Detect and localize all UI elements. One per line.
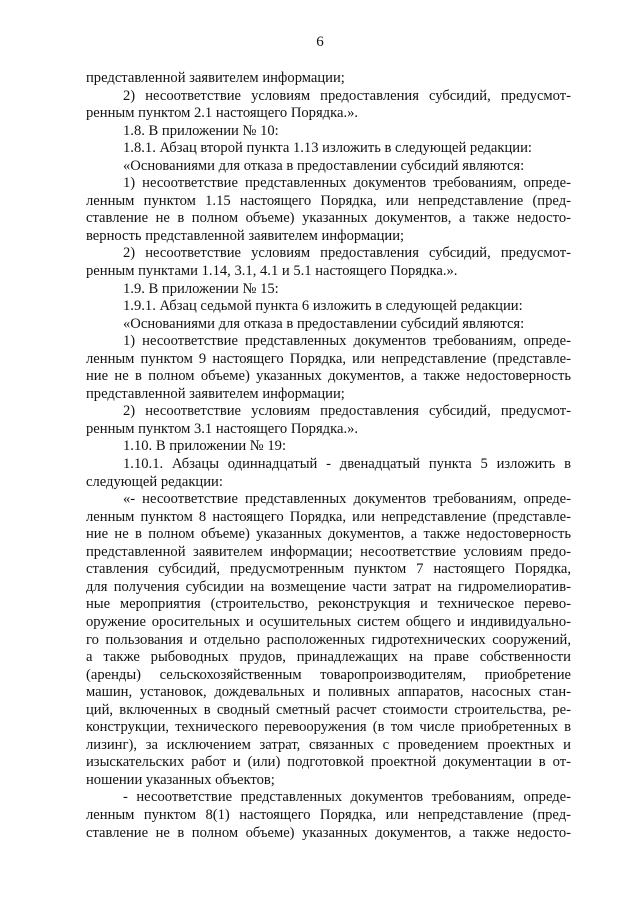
text-line: оружение оросительных и осушительных систем общего и индивидуально- xyxy=(86,613,571,630)
text-line: ношении указанных объектов; xyxy=(86,771,275,788)
text-line: 2) несоответствие условиям предоставления субсидий, предусмот- xyxy=(123,87,571,104)
text-line: 1) несоответствие представленных документов требованиям, опреде- xyxy=(123,333,571,350)
text-line: а также рыбоводных прудов, принадлежащих на праве собственности xyxy=(86,649,571,666)
text-line: верность представленной заявителем информации; xyxy=(86,227,405,244)
text-line: ренным пунктом 3.1 настоящего Порядка.». xyxy=(86,420,359,437)
text-line: - несоответствие представленных документов требованиям, опреде- xyxy=(123,789,571,806)
document-body xyxy=(86,70,571,842)
text-line: 2) несоответствие условиям предоставления субсидий, предусмот- xyxy=(123,403,571,420)
text-line: ные мероприятия (строительство, реконструкция и техническое перево- xyxy=(86,596,571,613)
text-line: ренным пунктами 1.14, 3.1, 4.1 и 5.1 настоящего Порядка.». xyxy=(86,263,458,280)
text-line: «Основаниями для отказа в предоставлении субсидий являются: xyxy=(123,157,525,174)
text-line: 1.10. В приложении № 19: xyxy=(123,438,287,455)
text-line: изыскательских работ и (или) подготовкой проектной документации в от- xyxy=(86,754,571,771)
text-line: ние не в полном объеме) указанных документов, а также недостоверность xyxy=(86,526,571,543)
text-line: го пользования и отдельно расположенных гидротехнических сооружений, xyxy=(86,631,571,648)
text-line: ленным пунктом 1.15 настоящего Порядка, или непредставление (пред- xyxy=(86,192,571,209)
text-line: «- несоответствие представленных документов требованиям, опреде- xyxy=(123,491,571,508)
text-line: 1.10.1. Абзацы одиннадцатый - двенадцатый пункта 5 изложить в xyxy=(123,456,571,473)
text-line: ставление не в полном объеме) указанных документов, а также недосто- xyxy=(86,824,571,841)
text-line: ставления субсидий, предусмотренным пунктом 7 настоящего Порядка, xyxy=(86,561,571,578)
text-line: «Основаниями для отказа в предоставлении субсидий являются: xyxy=(123,315,525,332)
text-line: (аренды) сельскохозяйственным товаропроизводителям, приобретение xyxy=(86,666,571,683)
text-line: 1) несоответствие представленных документов требованиям, опреде- xyxy=(123,175,571,192)
text-line: 1.8.1. Абзац второй пункта 1.13 изложить в следующей редакции: xyxy=(123,140,532,157)
text-line: ленным пунктом 8 настоящего Порядка, или непредставление (представле- xyxy=(86,508,571,525)
text-line: представленной заявителем информации; xyxy=(86,385,345,402)
text-line: ние не в полном объеме) указанных документов, а также недостоверность xyxy=(86,368,571,385)
text-line: ренным пунктом 2.1 настоящего Порядка.». xyxy=(86,105,359,122)
text-line: представленной заявителем информации; xyxy=(86,70,345,86)
text-line: ций, включенных в сводный сметный расчет стоимости строительства, ре- xyxy=(86,701,571,718)
text-line: ленным пунктом 9 настоящего Порядка, или непредставление (представле- xyxy=(86,350,571,367)
text-line: представленной заявителем информации; несоответствие условиям предо- xyxy=(86,543,571,560)
text-line: лизинг), за исключением затрат, связанных с проведением проектных и xyxy=(86,736,571,753)
text-line: 1.9.1. Абзац седьмой пункта 6 изложить в следующей редакции: xyxy=(123,298,523,315)
text-line: машин, установок, дождевальных и поливных аппаратов, насосных стан- xyxy=(86,684,571,701)
page-number: 6 xyxy=(316,34,324,50)
text-line: 1.8. В приложении № 10: xyxy=(123,122,279,139)
text-line: ленным пунктом 8(1) настоящего Порядка, или непредставление (пред- xyxy=(86,806,571,823)
text-line: 2) несоответствие условиям предоставления субсидий, предусмот- xyxy=(123,245,571,262)
text-line: 1.9. В приложении № 15: xyxy=(123,280,279,297)
text-line: для получения субсидии на возмещение части затрат на гидромелиоратив- xyxy=(86,578,571,595)
text-line: следующей редакции: xyxy=(86,473,223,490)
text-line: ставление не в полном объеме) указанных документов, а также недосто- xyxy=(86,210,571,227)
text-line: конструкции, технического перевооружения (в том числе приобретенных в xyxy=(86,719,571,736)
